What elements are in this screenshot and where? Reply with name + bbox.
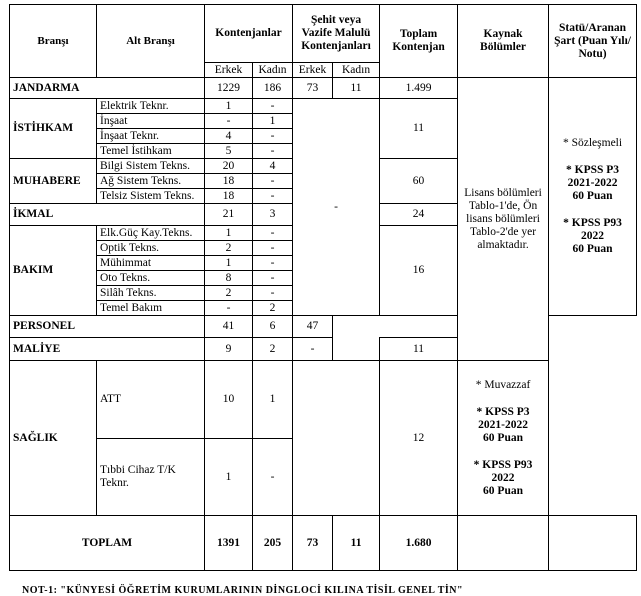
header-alt-brans: Alt Branşı xyxy=(97,5,205,78)
row-bakim-brans: BAKIM xyxy=(10,226,97,316)
row-ikmal-brans: İKMAL xyxy=(10,204,205,226)
cell-kadin: - xyxy=(253,174,293,189)
cell-erkek: - xyxy=(205,301,253,316)
quota-table xyxy=(9,4,637,571)
cell-kadin: 4 xyxy=(253,159,293,174)
header-toplam-kontenjan: Toplam Kontenjan xyxy=(380,5,458,78)
cell-kadin: - xyxy=(253,256,293,271)
statu-a-plain: * Sözleşmeli xyxy=(562,137,623,149)
row-istihkam-brans: İSTİHKAM xyxy=(10,99,97,159)
cell-erkek: 9 xyxy=(205,338,253,361)
statu-b-l4: * KPSS P93 xyxy=(473,458,533,471)
statu-b-l6: 60 Puan xyxy=(483,484,523,497)
row-personel-brans: PERSONEL xyxy=(10,316,205,338)
row-muhabere-brans: MUHABERE xyxy=(10,159,97,204)
cell-toplam: 12 xyxy=(380,361,458,516)
cell-erkek: 1229 xyxy=(205,78,253,99)
header-sehit-erkek: Erkek xyxy=(293,63,333,78)
cell-erkek: 4 xyxy=(205,129,253,144)
cell-toplam: 11 xyxy=(380,338,458,361)
total-statu-empty xyxy=(549,516,637,571)
sehit-dash: - xyxy=(293,99,380,316)
cell-kadin: 2 xyxy=(253,338,293,361)
table-row xyxy=(10,361,637,439)
header-kadin: Kadın xyxy=(253,63,293,78)
sub-name: İnşaat Teknr. xyxy=(97,129,205,144)
total-sehit-kadin: 11 xyxy=(333,516,380,571)
statu-b-plain: * Muvazzaf xyxy=(475,378,531,391)
cell-erkek: 1 xyxy=(205,256,253,271)
statu-a-l3: 60 Puan xyxy=(572,190,613,202)
cell-kadin: - xyxy=(253,439,293,516)
statu-b-l3: 60 Puan xyxy=(483,431,523,444)
cell-kadin: - xyxy=(253,144,293,159)
header-sehit: Şehit veya Vazife Malulü Kontenjanları xyxy=(293,5,380,63)
row-maliye-brans: MALİYE xyxy=(10,338,205,361)
statu-a-l1: * KPSS P3 xyxy=(566,164,620,176)
header-statu: Statü/Aranan Şart (Puan Yılı/ Notu) xyxy=(549,5,637,78)
total-toplam: 1.680 xyxy=(380,516,458,571)
header-kontenjanlar: Kontenjanlar xyxy=(205,5,293,63)
cell-toplam: 11 xyxy=(380,99,458,159)
sub-name: Elektrik Teknr. xyxy=(97,99,205,114)
cell-erkek: 1 xyxy=(205,226,253,241)
cell-erkek: 41 xyxy=(205,316,253,338)
total-erkek: 1391 xyxy=(205,516,253,571)
total-row xyxy=(10,516,637,571)
statu-b-l5: 2022 xyxy=(491,471,515,484)
sub-name: Oto Tekns. xyxy=(97,271,205,286)
statu-sozlesmeli xyxy=(549,78,637,316)
cell-kadin: - xyxy=(253,189,293,204)
cell-kadin: - xyxy=(253,241,293,256)
header-brans: Branşı xyxy=(10,5,97,78)
cell-toplam: 16 xyxy=(380,226,458,316)
cell-toplam: 60 xyxy=(380,159,458,204)
sub-name: Bilgi Sistem Tekns. xyxy=(97,159,205,174)
sub-name: Elk.Güç Kay.Tekns. xyxy=(97,226,205,241)
total-kadin: 205 xyxy=(253,516,293,571)
row-jandarma-brans: JANDARMA xyxy=(10,78,205,99)
statu-b-l2: 2021-2022 xyxy=(478,418,528,431)
sub-name: Telsiz Sistem Tekns. xyxy=(97,189,205,204)
header-sehit-kadin: Kadın xyxy=(333,63,380,78)
cell-sehit-erkek: - xyxy=(293,338,333,361)
cell-kadin: - xyxy=(253,226,293,241)
cell-erkek: 2 xyxy=(205,286,253,301)
cell-kadin: 3 xyxy=(253,204,293,226)
cell-kadin: 186 xyxy=(253,78,293,99)
cell-sehit-kadin xyxy=(333,338,380,361)
sub-name: İnşaat xyxy=(97,114,205,129)
statu-a-l4: * KPSS P93 xyxy=(563,217,622,229)
header-erkek: Erkek xyxy=(205,63,253,78)
total-label: TOPLAM xyxy=(10,516,205,571)
cell-toplam: 47 xyxy=(293,316,333,338)
cell-sehit-erkek: 73 xyxy=(293,78,333,99)
statu-a-l2: 2021-2022 xyxy=(567,177,618,189)
total-kaynak-empty xyxy=(458,516,549,571)
cell-kadin: - xyxy=(253,271,293,286)
cell-erkek: 10 xyxy=(205,361,253,439)
cell-erkek: 1 xyxy=(205,99,253,114)
table-row xyxy=(10,78,637,99)
cell-kadin: - xyxy=(253,286,293,301)
sub-name: ATT xyxy=(97,361,205,439)
statu-a-l5: 2022 xyxy=(581,230,605,242)
cell-erkek: 8 xyxy=(205,271,253,286)
cell-erkek: 5 xyxy=(205,144,253,159)
sub-name: Optik Tekns. xyxy=(97,241,205,256)
cell-kadin: 2 xyxy=(253,301,293,316)
sub-name: Silâh Tekns. xyxy=(97,286,205,301)
statu-a-l6: 60 Puan xyxy=(572,243,613,255)
sehit-empty xyxy=(293,361,380,516)
cell-erkek: 21 xyxy=(205,204,253,226)
sub-name: Temel İstihkam xyxy=(97,144,205,159)
kaynak-bolumler-text: Lisans bölümleri Tablo-1'de, Ön lisans bölümleri Tablo-2'de yer almaktadır. xyxy=(458,78,549,361)
sub-name: Tıbbi Cihaz T/K Teknr. xyxy=(97,439,205,516)
cell-erkek: 18 xyxy=(205,189,253,204)
cell-kadin: 1 xyxy=(253,361,293,439)
cell-kadin: 6 xyxy=(253,316,293,338)
total-sehit-erkek: 73 xyxy=(293,516,333,571)
cell-erkek: - xyxy=(205,114,253,129)
cell-kadin: 1 xyxy=(253,114,293,129)
sub-name: Ağ Sistem Tekns. xyxy=(97,174,205,189)
cell-toplam: 24 xyxy=(380,204,458,226)
sub-name: Temel Bakım xyxy=(97,301,205,316)
cell-sehit-kadin: 11 xyxy=(333,78,380,99)
cell-toplam: 1.499 xyxy=(380,78,458,99)
header-kaynak: Kaynak Bölümler xyxy=(458,5,549,78)
cell-erkek: 2 xyxy=(205,241,253,256)
footnote: NOT-1: "KÜNYESİ ÖĞRETİM KURUMLARININ DİNGLOCİ KILINA TİSİL GENEL TİN" xyxy=(22,585,464,596)
row-saglik-brans: SAĞLIK xyxy=(10,361,97,516)
statu-b-l1: * KPSS P3 xyxy=(476,405,530,418)
statu-muvazzaf xyxy=(458,361,549,516)
sub-name: Mühimmat xyxy=(97,256,205,271)
cell-kadin: - xyxy=(253,99,293,114)
cell-erkek: 18 xyxy=(205,174,253,189)
cell-erkek: 1 xyxy=(205,439,253,516)
cell-kadin: - xyxy=(253,129,293,144)
cell-erkek: 20 xyxy=(205,159,253,174)
